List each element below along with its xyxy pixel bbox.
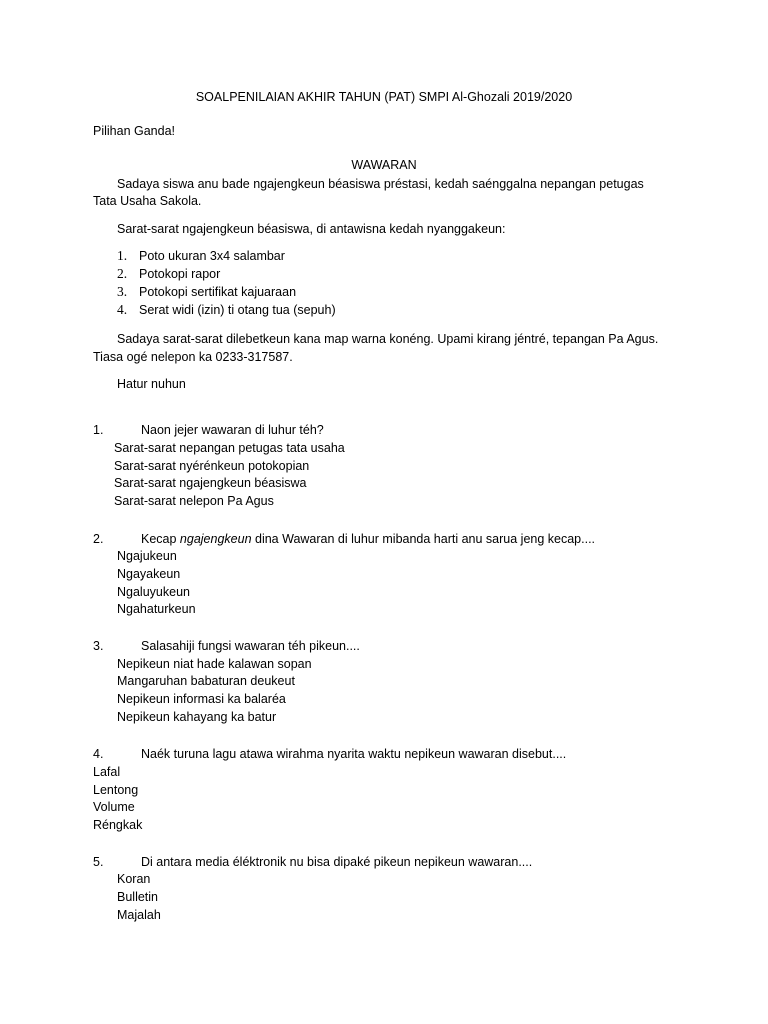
option: Ngaluyukeun [117,585,190,599]
question-text: 1. Naon jejer wawaran di luhur téh? [93,423,324,437]
option: Bulletin [117,890,158,904]
option: Sarat-sarat nelepon Pa Agus [114,494,274,508]
option: Nepikeun kahayang ka batur [117,710,277,724]
option: Réngkak [93,818,143,832]
option: Majalah [117,908,161,922]
option: Ngahaturkeun [117,602,196,616]
section-heading: Pilihan Ganda! [93,124,176,138]
option: Sarat-sarat ngajengkeun béasiswa [114,476,307,490]
question-text: 4. Naék turuna lagu atawa wirahma nyarita waktu nepikeun wawaran disebut.... [93,747,567,761]
paragraph-1-line-1: Sadaya siswa anu bade ngajengkeun béasiswa préstasi, kedah saénggalna nepangan petugas [117,177,644,191]
list-item: 1. Poto ukuran 3x4 salambar [117,248,285,263]
option: Ngayakeun [117,567,181,581]
option: Volume [93,800,135,814]
paragraph-1-line-2: Tata Usaha Sakola. [93,194,202,208]
option: Lentong [93,783,139,797]
option: Ngajukeun [117,549,177,563]
paragraph-2: Sarat-sarat ngajengkeun béasiswa, di antawisna kedah nyanggakeun: [117,222,506,236]
option: Nepikeun niat hade kalawan sopan [117,657,312,671]
option: Koran [117,872,151,886]
closing: Hatur nuhun [117,377,186,391]
option: Nepikeun informasi ka balaréa [117,692,286,706]
question-text: 5. Di antara media éléktronik nu bisa dipaké pikeun nepikeun wawaran.... [93,855,533,869]
list-item: 4. Serat widi (izin) ti otang tua (sepuh) [117,302,336,317]
list-item: 2. Potokopi rapor [117,266,221,281]
option: Sarat-sarat nyérénkeun potokopian [114,459,310,473]
option: Sarat-sarat nepangan petugas tata usaha [114,441,345,455]
paragraph-3-line-2: Tiasa ogé nelepon ka 0233-317587. [93,350,293,364]
option: Mangaruhan babaturan deukeut [117,674,295,688]
paragraph-3-line-1: Sadaya sarat-sarat dilebetkeun kana map warna konéng. Upami kirang jéntré, tepangan Pa Agus. [117,332,659,346]
announcement-heading: WAWARAN [351,158,417,172]
question-text: 3. Salasahiji fungsi wawaran téh pikeun.... [93,639,360,653]
question-text: 2. Kecap ngajengkeun dina Wawaran di luhur mibanda harti anu sarua jeng kecap.... [93,532,596,546]
option: Lafal [93,765,121,779]
document-title: SOALPENILAIAN AKHIR TAHUN (PAT) SMPI Al-Ghozali 2019/2020 [195,90,573,104]
list-item: 3. Potokopi sertifikat kajuaraan [117,284,297,299]
